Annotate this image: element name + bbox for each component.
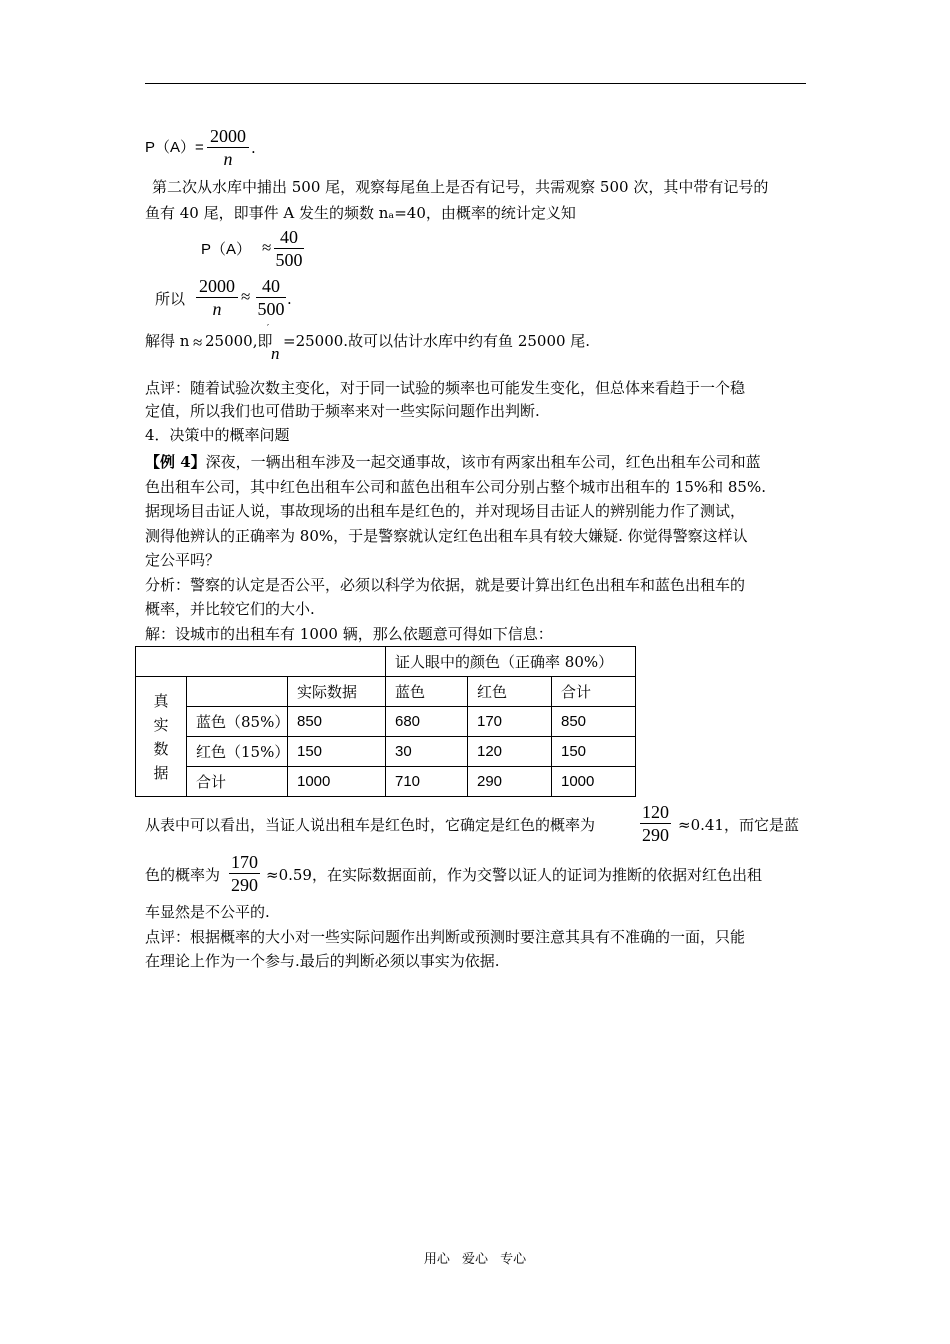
eq1-lhs: P（A）= [145, 139, 204, 156]
analysis-line2: 概率，并比较它们的大小. [145, 600, 315, 618]
table-cell: 850 [552, 707, 636, 737]
eq3-numerator2: 40 [262, 276, 280, 296]
table-col-header: 实际数据 [288, 677, 386, 707]
eq2-approx: ≈ [262, 238, 272, 257]
eq2-fraction [274, 226, 304, 271]
page-footer [0, 1248, 950, 1267]
eq3-denominator1: n [212, 299, 222, 319]
table-col-header: 红色 [468, 677, 552, 707]
solve-n: n [271, 344, 280, 363]
table-cell: 150 [552, 737, 636, 767]
frac1-numerator: 120 [642, 802, 669, 822]
table-cell: 120 [468, 737, 552, 767]
header-rule [145, 83, 806, 84]
solve-mid: 25000,即 [205, 332, 273, 350]
comment1-line1: 点评：随着试验次数主变化，对于同一试验的频率也可能发生变化，但总体来看趋于一个稳 [145, 379, 746, 397]
table-row-label: 红色（15%） [187, 737, 288, 767]
analysis-line1: 分析：警察的认定是否公平，必须以科学为依据，就是要计算出红色出租车和蓝色出租车的 [145, 576, 746, 594]
example4-line1 [145, 452, 761, 472]
table-cell: 850 [288, 707, 386, 737]
table-cell: 30 [386, 737, 468, 767]
eq3-fraction1 [196, 275, 238, 320]
eq3-tail: . [287, 290, 292, 308]
table-row-label: 合计 [187, 767, 288, 797]
eq1-denominator: n [223, 149, 233, 169]
table-cell: 290 [468, 767, 552, 797]
example4-line3: 据现场目击证人说，事故现场的出租车是红色的，并对现场目击证人的辨别能力作了测试， [145, 502, 746, 520]
example4-line4: 测得他辨认的正确率为 80%，于是警察就认定红色出租车具有较大嫌疑. 你觉得警察这样认 [145, 527, 748, 545]
data-table [135, 646, 636, 797]
eq2-denominator: 500 [275, 250, 303, 270]
table-col-header: 合计 [552, 677, 636, 707]
solve-approx: ≈ [193, 333, 203, 352]
solve-prefix: 解得 n [145, 332, 190, 350]
table-row [136, 737, 636, 767]
conclusion-fraction2 [229, 851, 260, 896]
row-group-char: 据 [153, 763, 169, 782]
table-col-header: 蓝色 [386, 677, 468, 707]
solve-rest: =25000.故可以估计水库中约有鱼 25000 尾. [283, 332, 591, 350]
eq1-numerator: 2000 [210, 126, 246, 146]
conclusion-line2b: ≈0.59，在实际数据面前，作为交警以证人的证词为推断的依据对红色出租 [266, 866, 762, 884]
solve-frac-bar-mark: ′ [267, 324, 270, 334]
table-corner-cell [136, 647, 386, 677]
conclusion-line1b: ≈0.41，而它是蓝 [678, 816, 799, 834]
table-blank-cell [187, 677, 288, 707]
footer-text: 用心 [423, 1252, 450, 1267]
eq2-numerator: 40 [280, 227, 298, 247]
example4-label: 【例 4】 [145, 453, 206, 471]
table-row [136, 677, 636, 707]
table-row-group-label [136, 677, 187, 797]
example4-line2: 色出租车公司，其中红色出租车公司和蓝色出租车公司分别占整个城市出租车的 15%和 85%. [145, 478, 766, 496]
table-cell: 710 [386, 767, 468, 797]
table-cell: 150 [288, 737, 386, 767]
table-row [136, 647, 636, 677]
conclusion-line3: 车显然是不公平的. [145, 903, 270, 921]
conclusion-line2a: 色的概率为 [145, 866, 221, 884]
frac1-denominator: 290 [642, 825, 669, 845]
conclusion-fraction1 [640, 801, 671, 846]
eq3-numerator1: 2000 [199, 276, 235, 296]
table-cell: 1000 [552, 767, 636, 797]
row-group-char: 实 [153, 715, 169, 734]
eq3-denominator2: 500 [257, 299, 285, 319]
para1-line1: 第二次从水库中捕出 500 尾，观察每尾鱼上是否有记号，共需观察 500 次，其中带有记号的 [152, 178, 769, 196]
eq3-fraction2 [256, 275, 286, 320]
frac2-numerator: 170 [231, 852, 258, 872]
eq1-fraction [207, 125, 249, 170]
row-group-char: 数 [153, 739, 169, 758]
eq2-lhs: P（A） [201, 241, 252, 258]
comment2-line2: 在理论上作为一个参与.最后的判断必须以事实为依据. [145, 952, 500, 970]
solution-intro: 解：设城市的出租车有 1000 辆，那么依题意可得如下信息： [145, 625, 553, 643]
row-group-char: 真 [153, 691, 169, 710]
comment1-line2: 定值，所以我们也可借助于频率来对一些实际问题作出判断. [145, 402, 540, 420]
table-row [136, 767, 636, 797]
example4-line5: 定公平吗？ [145, 551, 221, 569]
table-header-span: 证人眼中的颜色（正确率 80%） [386, 647, 636, 677]
eq3-lhs: 所以 [155, 290, 186, 308]
table-cell: 1000 [288, 767, 386, 797]
footer-text: 专心 [500, 1252, 527, 1267]
section4-heading: 4．决策中的概率问题 [145, 426, 290, 444]
table-cell: 170 [468, 707, 552, 737]
conclusion-line1a: 从表中可以看出，当证人说出租车是红色时，它确定是红色的概率为 [145, 816, 596, 834]
table-row [136, 707, 636, 737]
footer-text: 爱心 [461, 1252, 488, 1267]
table-cell: 680 [386, 707, 468, 737]
eq3-approx: ≈ [241, 287, 251, 306]
table-row-label: 蓝色（85%） [187, 707, 288, 737]
eq1-tail: . [251, 139, 256, 157]
example4-text1: 深夜，一辆出租车涉及一起交通事故，该市有两家出租车公司，红色出租车公司和蓝 [205, 453, 761, 471]
comment2-line1: 点评：根据概率的大小对一些实际问题作出判断或预测时要注意其具有不准确的一面，只能 [145, 928, 746, 946]
frac2-denominator: 290 [231, 875, 258, 895]
para1-line2: 鱼有 40 尾，即事件 A 发生的频数 nₐ=40，由概率的统计定义知 [145, 204, 576, 222]
